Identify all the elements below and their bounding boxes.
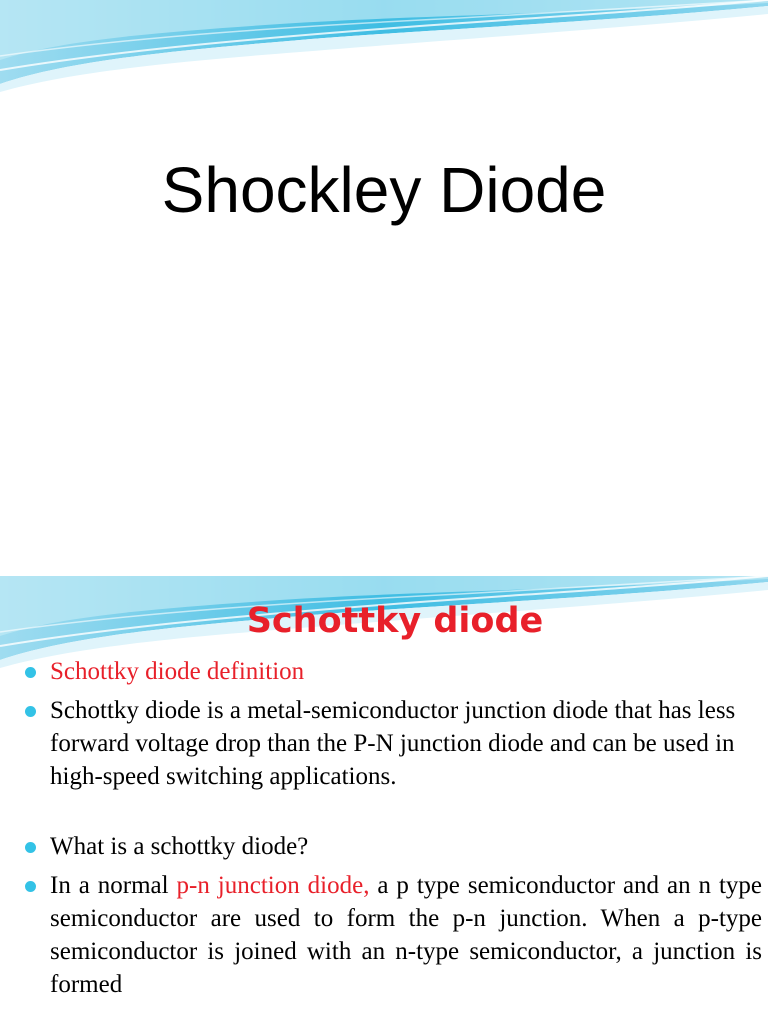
slide-title: Schottky diode	[246, 601, 544, 641]
bullet-text-part: In a normal	[50, 872, 177, 899]
bullet-text-part: a p type semiconductor and an n type semiconductor are used to form the p-n junction. When a p-type semiconductor is joined with an n-type semiconductor, a junction is formed	[50, 872, 762, 998]
bullet-dot-icon	[25, 881, 36, 892]
bullet-text: Schottky diode definition	[50, 658, 305, 685]
bullet-text: Schottky diode is a metal-semiconductor junction diode that has less forward voltage drop than the P-N junction diode and can be used in high-speed switching applications.	[50, 697, 736, 790]
slide-2	[0, 576, 768, 1024]
bullet-text: What is a schottky diode?	[50, 833, 309, 860]
bullet-item	[24, 694, 762, 793]
bullet-item	[24, 655, 762, 688]
slide-title: Shockley Diode	[161, 154, 607, 226]
header-wave-decoration	[0, 0, 768, 100]
bullet-item	[24, 830, 762, 863]
bullet-highlight: p-n junction diode,	[176, 872, 370, 899]
bullet-dot-icon	[25, 667, 36, 678]
bullet-list	[24, 655, 762, 1007]
bullet-dot-icon	[25, 706, 36, 717]
bullet-dot-icon	[25, 842, 36, 853]
bullet-item	[24, 869, 762, 1001]
